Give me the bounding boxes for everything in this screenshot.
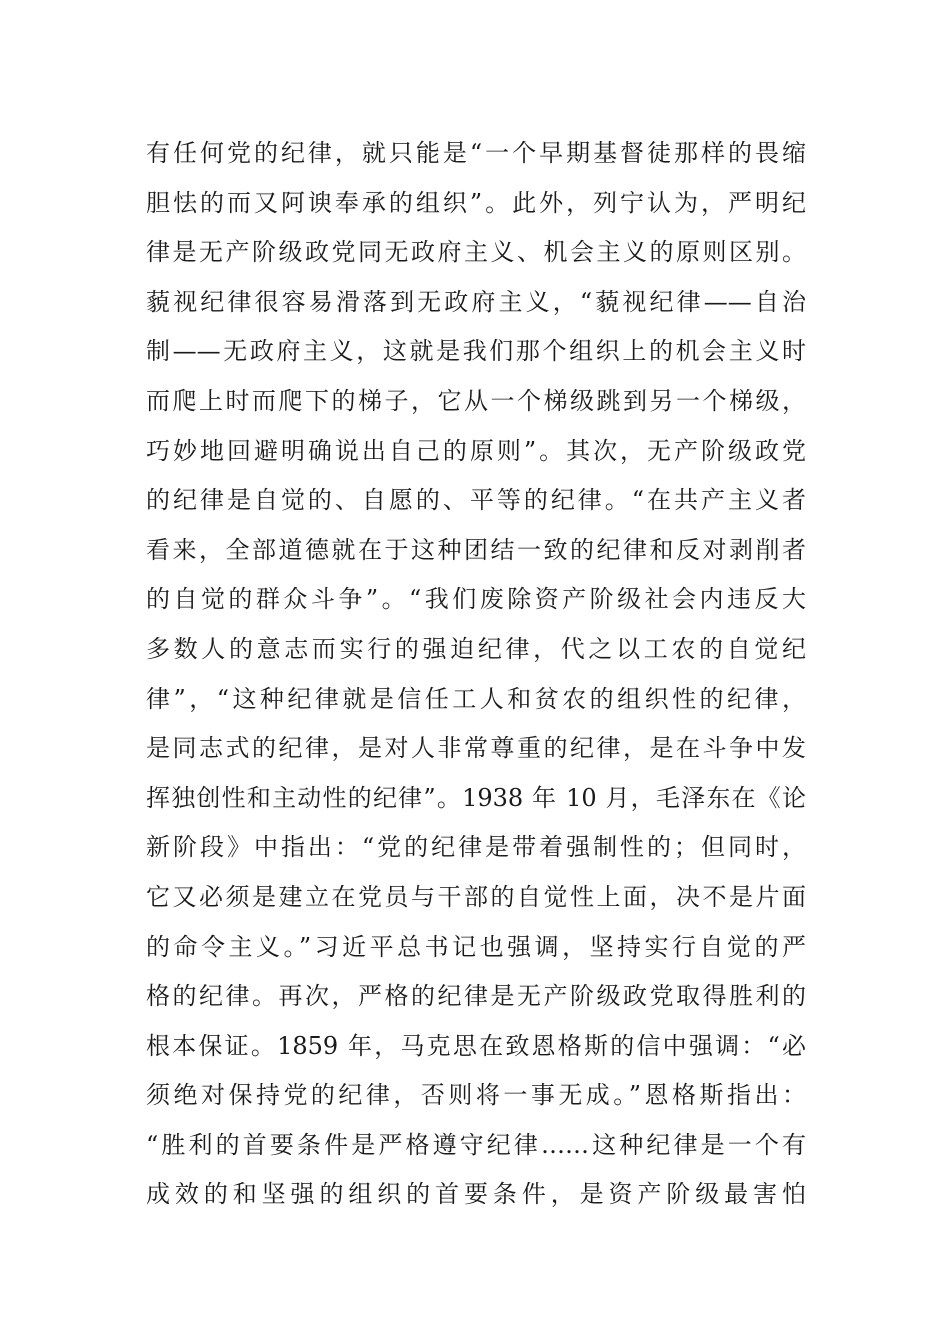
text-line: 新阶段》中指出：“党的纪律是带着强制性的；但同时， — [146, 833, 806, 862]
text-line: 的命令主义。”习近平总书记也强调，坚持实行自觉的严 — [146, 932, 806, 961]
text-line: 格的纪律。再次，严格的纪律是无产阶级政党取得胜利的 — [146, 982, 806, 1011]
text-line: 的自觉的群众斗争”。“我们废除资产阶级社会内违反大 — [146, 585, 806, 614]
body-text — [146, 129, 806, 1220]
text-line: 律”，“这种纪律就是信任工人和贫农的组织性的纪律， — [146, 684, 806, 713]
text-line: 有任何党的纪律，就只能是“一个早期基督徒那样的畏缩 — [146, 139, 806, 167]
text-line: 而爬上时而爬下的梯子，它从一个梯级跳到另一个梯级， — [146, 386, 806, 415]
text-line: 律是无产阶级政党同无政府主义、机会主义的原则区别。 — [146, 238, 806, 267]
text-line: 成效的和坚强的组织的首要条件，是资产阶级最害怕 — [146, 1180, 806, 1209]
text-line: 根本保证。1859 年，马克思在致恩格斯的信中强调：“必 — [146, 1031, 806, 1060]
text-line: 胆怯的而又阿谀奉承的组织”。此外，列宁认为，严明纪 — [146, 188, 806, 217]
text-line: 须绝对保持党的纪律，否则将一事无成。”恩格斯指出： — [146, 1081, 806, 1110]
text-line: 看来，全部道德就在于这种团结一致的纪律和反对剥削者 — [146, 535, 806, 564]
text-line: 制——无政府主义，这就是我们那个组织上的机会主义时 — [146, 337, 806, 366]
text-line: 藐视纪律很容易滑落到无政府主义，“藐视纪律——自治 — [146, 287, 806, 316]
text-line: 巧妙地回避明确说出自己的原则”。其次，无产阶级政党 — [146, 436, 806, 465]
text-line: 是同志式的纪律，是对人非常尊重的纪律，是在斗争中发 — [146, 734, 806, 763]
text-line: “胜利的首要条件是严格遵守纪律……这种纪律是一个有 — [146, 1130, 806, 1159]
text-line: 多数人的意志而实行的强迫纪律，代之以工农的自觉纪 — [146, 634, 806, 663]
text-line: 它又必须是建立在党员与干部的自觉性上面，决不是片面 — [146, 882, 806, 911]
text-line: 的纪律是自觉的、自愿的、平等的纪律。“在共产主义者 — [146, 486, 806, 515]
text-line: 挥独创性和主动性的纪律”。1938 年 10 月，毛泽东在《论 — [146, 783, 806, 812]
